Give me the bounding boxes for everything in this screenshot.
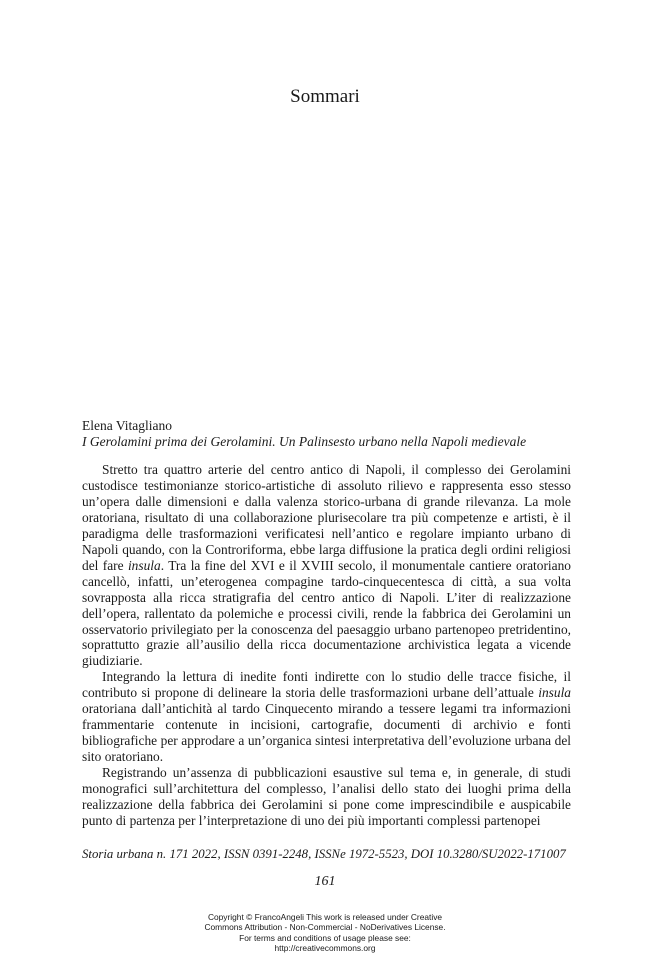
abstract-paragraph: Integrando la lettura di inedite fonti indirette con lo studio delle tracce fisiche, il contributo si propone di delineare la storia delle trasformazioni urbane dell’attuale insula oratoriana dall’antichità al tardo Cinquecento mirando a tessere legami tra informazioni frammentarie contenute in incisioni, cartografie, documenti di archivio e fonti bibliografiche per approdare a un’organica sintesi interpretativa dell’evoluzione urbana del sito oratoriano. [82, 669, 571, 765]
license-line: Commons Attribution - Non-Commercial - NoDerivatives License. [204, 922, 446, 933]
license-line: Copyright © FrancoAngeli This work is released under Creative [207, 912, 443, 922]
article-title: I Gerolamini prima dei Gerolamini. Un Palinsesto urbano nella Napoli medievale [82, 434, 527, 449]
section-title: Sommari [290, 86, 360, 107]
abstract-body [82, 462, 571, 829]
page-number: 161 [314, 874, 336, 889]
license-link[interactable]: http://creativecommons.org [274, 943, 376, 954]
abstract-paragraph: Registrando un’assenza di pubblicazioni esaustive sul tema e, in generale, di studi monografici sull’architettura del complesso, l’analisi dello stato dei luoghi prima della realizzazione della fabbrica dei Gerolamini si pone come imprescindibile e auspicabile punto di partenza per l’interpretazione di uno dei più importanti complessi partenopei [82, 765, 571, 828]
license-line: For terms and conditions of usage please see: [239, 932, 411, 943]
license-notice [0, 912, 650, 954]
abstract-paragraph: Stretto tra quattro arterie del centro antico di Napoli, il complesso dei Gerolamini custodisce testimonianze storico-artistiche di assoluto rilievo e rappresenta esso stesso un’opera dalle dimensioni e dalla valenza storico-urbana di grande rilevanza. La mole oratoriana, risultato di una collaborazione plurisecolare tra più competenze e artisti, è il paradigma delle trasformazioni verificatesi nell’antico e regolare impianto urbano di Napoli quando, con la Controriforma, ebbe larga diffusione la pratica degli ordini religiosi del fare insula. Tra la fine del XVI e il XVIII secolo, il monumentale cantiere oratoriano cancellò, infatti, un’eterogenea compagine tardo-cinquecentesca di città, a sua volta sovrapposta alla ricca stratigrafia del centro antico di Napoli. L’iter di realizzazione dell’opera, rallentato da polemiche e processi civili, rende la fabbrica dei Gerolamini un osservatorio privilegiato per la conoscenza del paesaggio urbano partenopeo pretridentino, soprattutto grazie all’ausilio della ricca documentazione archivistica legata a vicende giudiziarie. [82, 462, 571, 669]
article-author: Elena Vitagliano [82, 418, 173, 433]
journal-citation: Storia urbana n. 171 2022, ISSN 0391-2248, ISSNe 1972-5523, DOI 10.3280/SU2022-171007 [82, 847, 566, 861]
